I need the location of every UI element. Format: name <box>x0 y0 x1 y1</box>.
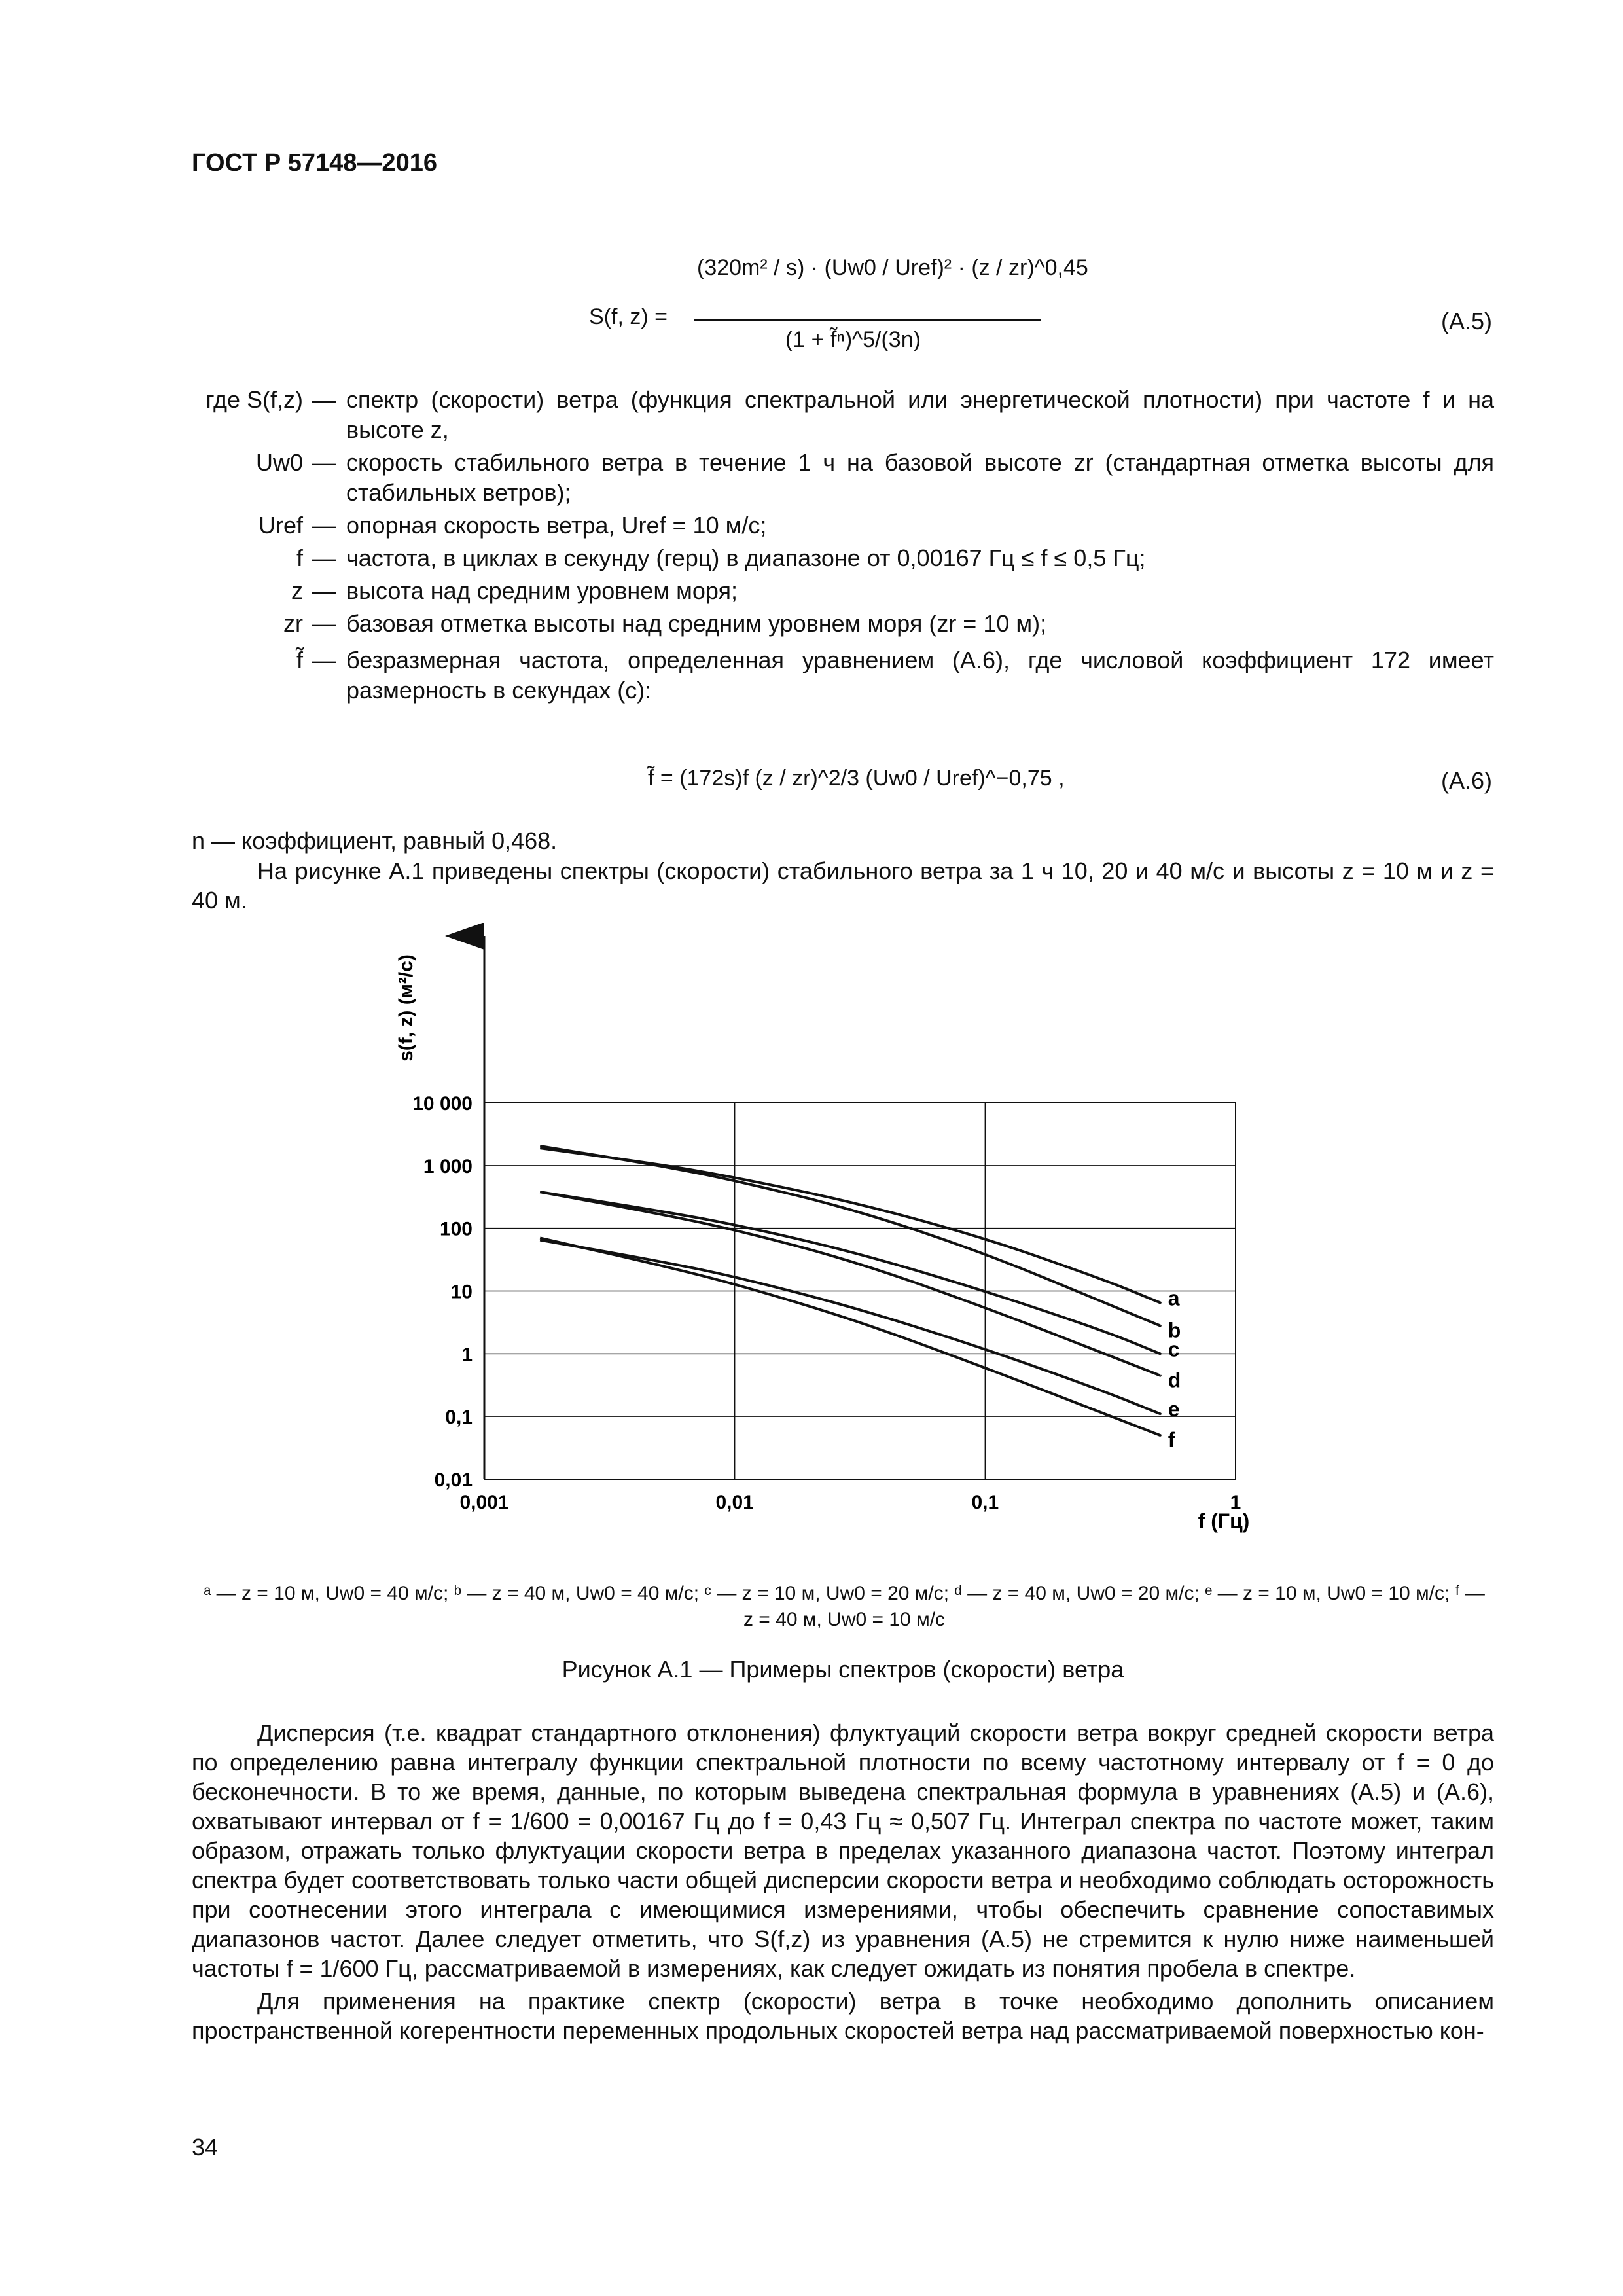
series-line-c <box>540 1192 1160 1354</box>
intro-paragraph: На рисунке А.1 приведены спектры (скорости) стабильного ветра за 1 ч 10, 20 и 40 м/с и высоты z = 10 м и z = 40 м. <box>192 857 1494 914</box>
series-label-a: a <box>1168 1286 1180 1310</box>
document-header: ГОСТ Р 57148—2016 <box>192 149 437 177</box>
wind-spectrum-chart <box>366 923 1335 1545</box>
n-definition: n — коэффициент, равный 0,468. <box>192 827 558 854</box>
figure-notes: ᵃ — z = 10 м, Uw0 = 40 м/с; ᵇ — z = 40 м, Uw0 = 40 м/с; ᶜ — z = 10 м, Uw0 = 20 м/с; ᵈ — z = 40 м, Uw0 = 20 м/с; ᵉ — z = 10 м, Uw0 = 10 м/с; ᶠ — z = 40 м, Uw0 = 10 м/с <box>204 1583 1485 1630</box>
x-axis-label: f (Гц) <box>1198 1509 1250 1533</box>
y-axis-label: s(f, z) (м²/с) <box>395 954 417 1062</box>
x-tick-labels <box>459 1492 1241 1513</box>
definition-symbol: где S(f,z) <box>205 386 303 413</box>
y-tick-label: 10 000 <box>412 1093 473 1115</box>
y-tick-labels <box>412 1093 473 1491</box>
formula-a5 <box>589 236 1088 353</box>
definition-row <box>192 576 1494 606</box>
x-tick-label: 1 <box>1230 1492 1241 1513</box>
definition-dash: — <box>312 449 336 476</box>
definition-text: опорная скорость ветра, Uref = 10 м/с; <box>346 512 767 539</box>
formula-a5-lhs: S(f, z) = <box>589 304 668 329</box>
series-label-f: f <box>1168 1428 1175 1452</box>
definition-row <box>192 543 1494 573</box>
series-label-d: d <box>1168 1368 1181 1392</box>
definitions-list <box>192 385 1494 708</box>
definition-dash: — <box>312 577 336 604</box>
formula-a6: f̃ = (172s)f (z / zr)^2/3 (Uw0 / Uref)^−0,75 , <box>648 766 1065 791</box>
y-tick-label: 0,1 <box>445 1407 473 1429</box>
y-tick-label: 1 000 <box>423 1155 473 1177</box>
y-tick-label: 100 <box>439 1218 473 1240</box>
figure-caption: Рисунок А.1 — Примеры спектров (скорости) ветра <box>562 1656 1124 1683</box>
definition-text: базовая отметка высоты над средним уровнем моря (zr = 10 м); <box>346 610 1047 637</box>
definition-text: частота, в циклах в секунду (герц) в диапазоне от 0,00167 Гц ≤ f ≤ 0,5 Гц; <box>346 545 1146 571</box>
definition-row <box>192 645 1494 706</box>
body-paragraph-2: Для применения на практике спектр (скорости) ветра в точке необходимо дополнить описанием пространственной когерентности переменных продольных скоростей ветра над рассматриваемой поверхностью кон- <box>192 1988 1494 2044</box>
series-line-d <box>540 1192 1160 1376</box>
equation-number-a5: (A.5) <box>1440 308 1492 334</box>
fraction-bar <box>694 319 1041 321</box>
definition-symbol: Uw0 <box>255 449 303 476</box>
formula-a5-numerator: (320m² / s) · (Uw0 / Uref)² · (z / zr)^0,45 <box>697 255 1088 280</box>
series-line-b <box>540 1146 1160 1326</box>
definition-dash: — <box>312 545 336 571</box>
definition-text: высота над средним уровнем моря; <box>346 577 738 604</box>
definition-text: спектр (скорости) ветра (функция спектральной или энергетической плотности) при частоте f и на высоте z, <box>346 386 1494 443</box>
definition-symbol: f̃ <box>296 647 303 673</box>
definition-row <box>192 511 1494 541</box>
series-label-e: e <box>1168 1397 1180 1422</box>
x-tick-label: 0,1 <box>971 1492 999 1513</box>
series-group <box>540 1146 1181 1452</box>
definition-text: безразмерная частота, определенная уравнением (A.6), где числовой коэффициент 172 имеет размерность в секундах (с): <box>346 647 1494 704</box>
definition-row <box>192 448 1494 508</box>
definition-symbol: f <box>296 545 303 571</box>
definition-dash: — <box>312 386 336 413</box>
body-paragraph-1: Дисперсия (т.е. квадрат стандартного отклонения) флуктуаций скорости ветра вокруг средней скорости ветра по определению равна интегралу функции спектральной плотности по всему частотному интервалу от f = 0 до бесконечности. В то же время, данные, по которым выведена спектральная формула в уравнениях (A.5) и (A.6), охватывают интервал от f = 1/600 = 0,00167 Гц до f = 0,43 Гц ≈ 0,507 Гц. Интеграл спектра по частоте может, таким образом, отражать только флуктуации скорости ветра в пределах указанного диапазона частот. Поэтому интеграл спектра будет соответствовать только части общей дисперсии скорости ветра и необходимо соблюдать осторожность при соотнесении этого интеграла с имеющимися измерениями, чтобы обеспечить сравнение сопоставимых диапазонов частот. Далее следует отметить, что S(f,z) из уравнения (A.5) не стремится к нулю ниже наименьшей частоты f = 1/600 Гц, рассматриваемой в измерениях, как следует ожидать из понятия пробела в спектре. <box>192 1719 1494 1982</box>
page-number: 34 <box>192 2134 219 2161</box>
formula-a5-denominator: (1 + f̃ⁿ)^5/(3n) <box>785 327 921 352</box>
definition-symbol: z <box>291 577 303 604</box>
definition-symbol: Uref <box>258 512 303 539</box>
series-line-a <box>540 1148 1160 1302</box>
grid-lines <box>484 1103 1236 1479</box>
y-tick-label: 1 <box>461 1344 473 1366</box>
definition-dash: — <box>312 647 336 673</box>
definition-symbol: zr <box>283 610 303 637</box>
y-tick-label: 10 <box>450 1281 473 1303</box>
definition-row <box>192 385 1494 445</box>
series-label-b: b <box>1168 1318 1181 1342</box>
series-label-c: c <box>1168 1337 1180 1361</box>
x-tick-label: 0,01 <box>715 1492 754 1513</box>
definition-text: скорость стабильного ветра в течение 1 ч на базовой высоте zr (стандартная отметка высоты для стабильных ветров); <box>346 449 1494 506</box>
definition-dash: — <box>312 512 336 539</box>
x-tick-label: 0,001 <box>459 1492 509 1513</box>
equation-number-a6: (A.6) <box>1440 767 1492 794</box>
y-tick-label: 0,01 <box>434 1469 473 1491</box>
definition-row <box>192 609 1494 639</box>
definition-dash: — <box>312 610 336 637</box>
